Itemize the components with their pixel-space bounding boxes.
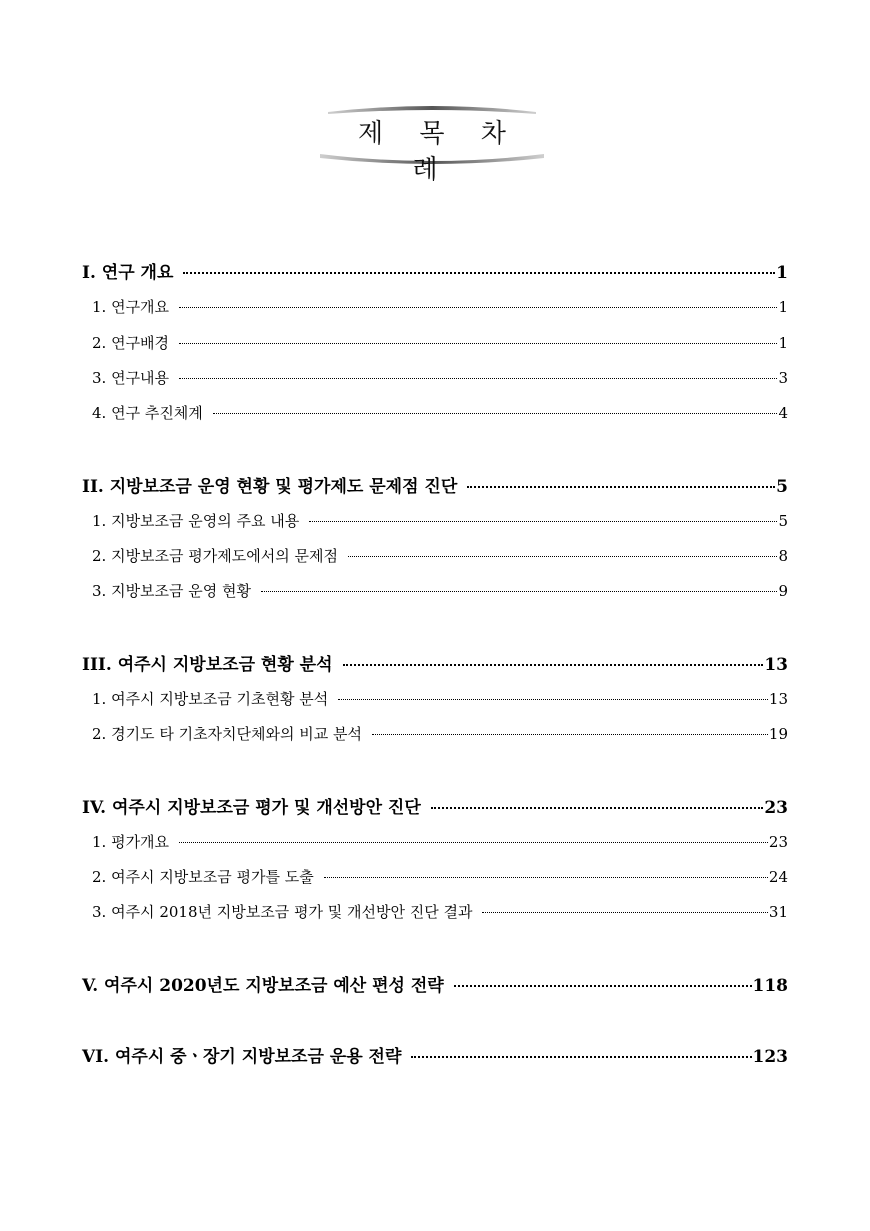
toc-title: 제 목 차 례 xyxy=(358,119,520,185)
toc-page-number: 3 xyxy=(778,369,788,387)
dot-leader xyxy=(183,272,775,274)
toc-page-number: 13 xyxy=(764,655,788,675)
toc-entry-label: 2. 지방보조금 평가제도에서의 문제점 xyxy=(92,547,338,565)
toc-page-number: 8 xyxy=(778,547,788,565)
toc-page-number: 1 xyxy=(778,298,788,316)
toc-entry-label: 3. 지방보조금 운영 현황 xyxy=(92,582,252,600)
dot-leader xyxy=(179,378,777,379)
toc-entry-label: 2. 여주시 지방보조금 평가틀 도출 xyxy=(92,868,314,886)
dot-leader xyxy=(411,1056,751,1058)
toc-section[interactable] xyxy=(82,866,788,887)
toc-entry-label: 1. 연구개요 xyxy=(92,298,170,316)
toc-entry-label: 4. 연구 추진체계 xyxy=(92,404,203,422)
toc-page-number: 5 xyxy=(776,477,788,497)
toc-page-number: 31 xyxy=(768,903,788,921)
dot-leader xyxy=(179,343,777,344)
toc-entry-label: 1. 평가개요 xyxy=(92,833,170,851)
toc-section[interactable] xyxy=(82,296,788,317)
dot-leader xyxy=(348,556,777,557)
toc-entry-label: 3. 여주시 2018년 지방보조금 평가 및 개선방안 진단 결과 xyxy=(92,903,473,921)
toc-section[interactable] xyxy=(82,831,788,852)
toc-page-number: 4 xyxy=(778,404,788,422)
toc-section[interactable] xyxy=(82,545,788,566)
toc-chapter-6[interactable] xyxy=(82,1042,788,1067)
dot-leader xyxy=(179,307,777,308)
toc-entry-label: 1. 여주시 지방보조금 기초현황 분석 xyxy=(92,690,329,708)
toc-entry-label: V. 여주시 2020년도 지방보조금 예산 편성 전략 xyxy=(82,976,444,996)
dot-leader xyxy=(372,734,768,735)
toc-page-number: 23 xyxy=(768,833,788,851)
toc-page-number: 1 xyxy=(778,334,788,352)
toc-entry-label: III. 여주시 지방보조금 현황 분석 xyxy=(82,655,333,675)
toc-section[interactable] xyxy=(82,510,788,531)
dot-leader xyxy=(482,912,767,913)
toc-page-number: 1 xyxy=(776,263,788,283)
toc-page-number: 23 xyxy=(764,798,788,818)
toc-page-number: 123 xyxy=(752,1047,788,1067)
toc-section[interactable] xyxy=(82,688,788,709)
toc-section[interactable] xyxy=(82,367,788,388)
toc-page-number: 19 xyxy=(768,725,788,743)
dot-leader xyxy=(179,842,768,843)
toc-chapter-2[interactable] xyxy=(82,472,788,497)
toc-section[interactable] xyxy=(82,402,788,423)
dot-leader xyxy=(338,699,768,700)
toc-section[interactable] xyxy=(82,723,788,744)
toc-page-number: 9 xyxy=(778,582,788,600)
toc-entry-label: 2. 연구배경 xyxy=(92,334,170,352)
dot-leader xyxy=(324,877,768,878)
dot-leader xyxy=(467,486,775,488)
toc-entry-label: IV. 여주시 지방보조금 평가 및 개선방안 진단 xyxy=(82,798,421,818)
dot-leader xyxy=(454,985,752,987)
dot-leader xyxy=(309,521,777,522)
dot-leader xyxy=(213,413,778,414)
toc-page-number: 5 xyxy=(778,512,788,530)
toc-chapter-3[interactable] xyxy=(82,650,788,675)
dot-leader xyxy=(343,664,764,666)
toc-entry-label: II. 지방보조금 운영 현황 및 평가제도 문제점 진단 xyxy=(82,477,458,497)
toc-entry-label: VI. 여주시 중ㆍ장기 지방보조금 운용 전략 xyxy=(82,1047,402,1067)
toc-entry-label: 3. 연구내용 xyxy=(92,369,170,387)
toc-section[interactable] xyxy=(82,332,788,353)
toc-section[interactable] xyxy=(82,580,788,601)
toc-chapter-1[interactable] xyxy=(82,258,788,283)
dot-leader xyxy=(431,807,764,809)
toc-page-number: 13 xyxy=(768,690,788,708)
toc-title-banner xyxy=(318,102,546,185)
toc-entry-label: I. 연구 개요 xyxy=(82,263,174,283)
toc-entry-label: 1. 지방보조금 운영의 주요 내용 xyxy=(92,512,300,530)
toc-chapter-5[interactable] xyxy=(82,971,788,996)
toc-chapter-4[interactable] xyxy=(82,793,788,818)
toc-page-number: 118 xyxy=(752,976,788,996)
toc-page-number: 24 xyxy=(768,868,788,886)
toc-entry-label: 2. 경기도 타 기초자치단체와의 비교 분석 xyxy=(92,725,362,743)
toc-section[interactable] xyxy=(82,901,788,922)
dot-leader xyxy=(261,591,777,592)
